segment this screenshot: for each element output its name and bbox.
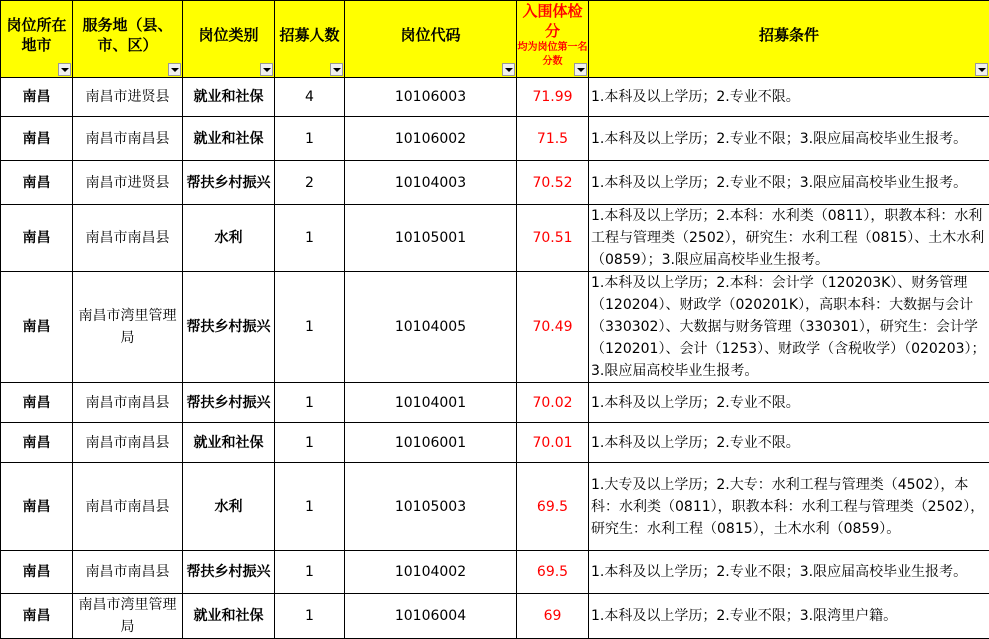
conditions-cell: 1.本科及以上学历；2.本科：水利类（0811），职教本科：水利工程与管理类（2502），研究生：水利工程（0815）、土木水利（0859）；3.限应届高校毕业生报考。 [589,205,989,272]
type-cell: 帮扶乡村振兴 [183,383,275,423]
table-row [1,117,989,161]
city-cell: 南昌 [1,463,73,551]
code-cell: 10106002 [345,117,517,161]
type-cell: 水利 [183,463,275,551]
score-cell: 70.52 [517,161,589,205]
count-cell: 1 [275,423,345,463]
city-cell: 南昌 [1,423,73,463]
area-cell: 南昌市南昌县 [73,551,183,594]
code-cell: 10106003 [345,78,517,117]
city-cell: 南昌 [1,594,73,639]
count-cell: 1 [275,594,345,639]
area-cell: 南昌市南昌县 [73,205,183,272]
code-cell: 10106004 [345,594,517,639]
header-area: 服务地（县、市、区） [73,1,183,78]
filter-dropdown-icon[interactable] [168,63,181,76]
type-cell: 帮扶乡村振兴 [183,161,275,205]
filter-dropdown-icon[interactable] [975,63,988,76]
score-cell: 70.49 [517,272,589,383]
code-cell: 10104005 [345,272,517,383]
header-code: 岗位代码 [345,1,517,78]
conditions-cell: 1.本科及以上学历；2.专业不限。 [589,423,989,463]
header-score-title: 入围体检分 [517,1,588,41]
count-cell: 1 [275,551,345,594]
table-row [1,594,989,639]
header-score-note: 均为岗位第一名分数 [517,41,588,69]
table-row [1,463,989,551]
table-row [1,205,989,272]
type-cell: 帮扶乡村振兴 [183,551,275,594]
conditions-cell: 1.本科及以上学历；2.专业不限；3.限应届高校毕业生报考。 [589,117,989,161]
code-cell: 10106001 [345,423,517,463]
table-row [1,78,989,117]
filter-dropdown-icon[interactable] [58,63,71,76]
type-cell: 水利 [183,205,275,272]
score-cell: 70.02 [517,383,589,423]
code-cell: 10105001 [345,205,517,272]
conditions-cell: 1.本科及以上学历；2.专业不限。 [589,383,989,423]
type-cell: 帮扶乡村振兴 [183,272,275,383]
conditions-cell: 1.本科及以上学历；2.专业不限。 [589,78,989,117]
city-cell: 南昌 [1,78,73,117]
header-type: 岗位类别 [183,1,275,78]
city-cell: 南昌 [1,161,73,205]
score-cell: 69 [517,594,589,639]
count-cell: 1 [275,383,345,423]
table-row [1,383,989,423]
score-cell: 69.5 [517,551,589,594]
table-row [1,272,989,383]
count-cell: 1 [275,117,345,161]
count-cell: 1 [275,463,345,551]
table-row [1,551,989,594]
score-cell: 69.5 [517,463,589,551]
type-cell: 就业和社保 [183,423,275,463]
header-score [517,1,589,78]
score-cell: 71.99 [517,78,589,117]
conditions-cell: 1.本科及以上学历；2.专业不限；3.限应届高校毕业生报考。 [589,161,989,205]
area-cell: 南昌市湾里管理局 [73,594,183,639]
conditions-cell: 1.本科及以上学历；2.专业不限；3.限湾里户籍。 [589,594,989,639]
code-cell: 10104001 [345,383,517,423]
table-row [1,161,989,205]
filter-dropdown-icon[interactable] [330,63,343,76]
city-cell: 南昌 [1,205,73,272]
area-cell: 南昌市进贤县 [73,161,183,205]
city-cell: 南昌 [1,272,73,383]
type-cell: 就业和社保 [183,78,275,117]
type-cell: 就业和社保 [183,117,275,161]
count-cell: 2 [275,161,345,205]
conditions-cell: 1.本科及以上学历；2.专业不限；3.限应届高校毕业生报考。 [589,551,989,594]
count-cell: 1 [275,205,345,272]
header-row [1,1,989,78]
count-cell: 4 [275,78,345,117]
header-count: 招募人数 [275,1,345,78]
score-cell: 70.51 [517,205,589,272]
count-cell: 1 [275,272,345,383]
filter-dropdown-icon[interactable] [260,63,273,76]
header-city: 岗位所在地市 [1,1,73,78]
city-cell: 南昌 [1,551,73,594]
city-cell: 南昌 [1,383,73,423]
area-cell: 南昌市南昌县 [73,383,183,423]
conditions-cell: 1.本科及以上学历；2.本科：会计学（120203K）、财务管理（120204）、财政学（020201K），高职本科：大数据与会计（330302）、大数据与财务管理（330301），研究生：会计学（120201）、会计（1253）、财政学（含税收学）（020203）；3.限应届高校毕业生报考。 [589,272,989,383]
table-row [1,423,989,463]
area-cell: 南昌市南昌县 [73,117,183,161]
area-cell: 南昌市进贤县 [73,78,183,117]
area-cell: 南昌市湾里管理局 [73,272,183,383]
score-cell: 70.01 [517,423,589,463]
header-conditions: 招募条件 [589,1,989,78]
city-cell: 南昌 [1,117,73,161]
code-cell: 10104002 [345,551,517,594]
filter-dropdown-icon[interactable] [502,63,515,76]
filter-dropdown-icon[interactable] [574,63,587,76]
score-cell: 71.5 [517,117,589,161]
type-cell: 就业和社保 [183,594,275,639]
area-cell: 南昌市南昌县 [73,463,183,551]
conditions-cell: 1.大专及以上学历；2.大专：水利工程与管理类（4502），本科：水利类（0811），职教本科：水利工程与管理类（2502），研究生：水利工程（0815），土木水利（0859）。 [589,463,989,551]
area-cell: 南昌市南昌县 [73,423,183,463]
code-cell: 10105003 [345,463,517,551]
code-cell: 10104003 [345,161,517,205]
